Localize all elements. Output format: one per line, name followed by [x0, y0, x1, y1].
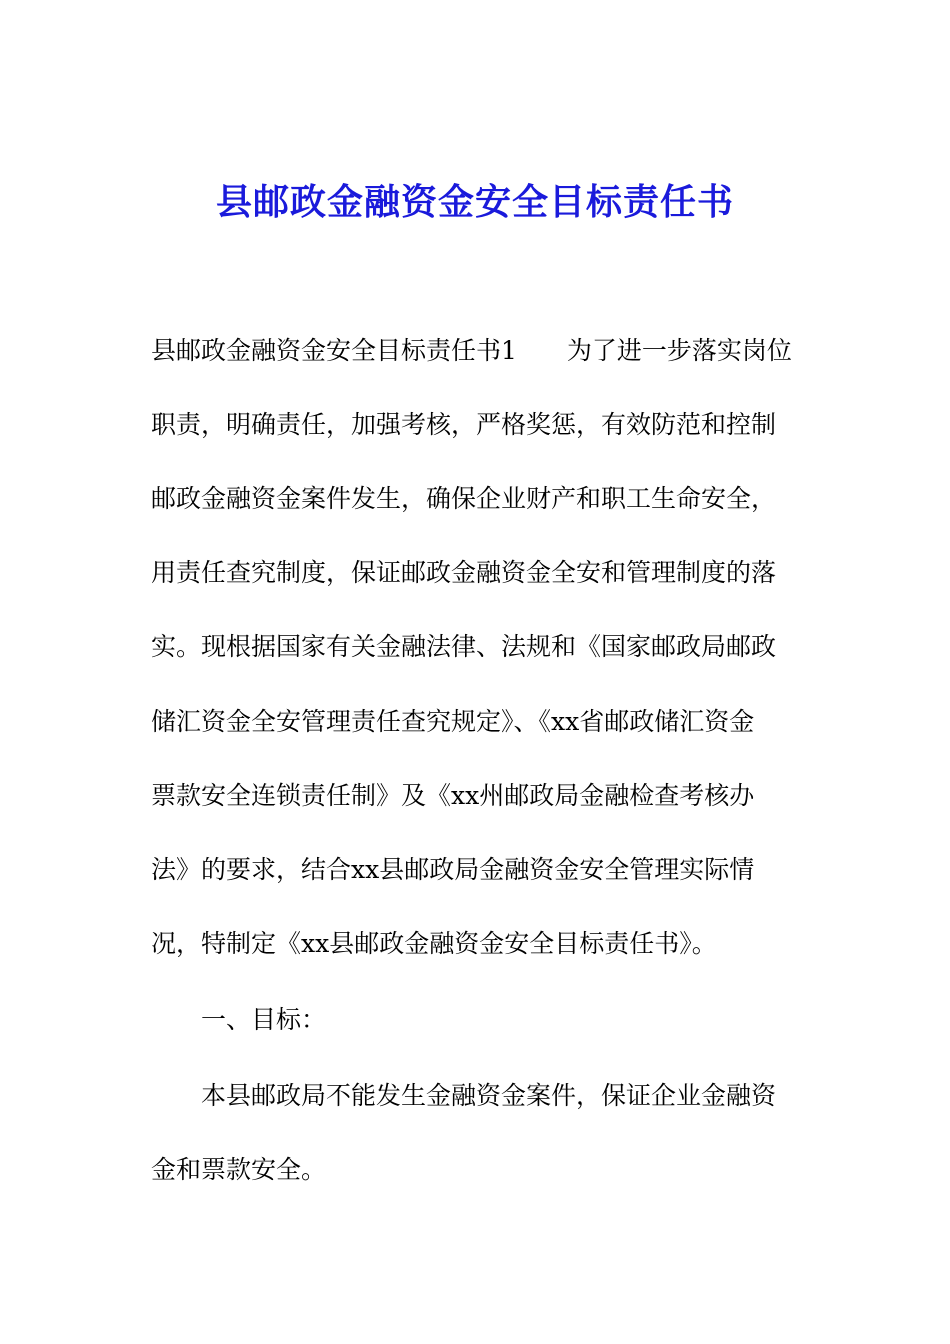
- paragraph-line: 本县邮政局不能发生金融资金案件，保证企业金融资: [201, 1081, 777, 1110]
- paragraph-line: 用责任查究制度，保证邮政金融资金全安和管理制度的落: [151, 558, 777, 587]
- paragraph-line: 实。现根据国家有关金融法律、法规和《国家邮政局邮政: [151, 632, 777, 661]
- paragraph-line: 职责，明确责任，加强考核，严格奖惩，有效防范和控制: [151, 410, 777, 439]
- document-title: 县邮政金融资金安全目标责任书: [215, 181, 734, 223]
- paragraph-line: 票款安全连锁责任制》及《xx州邮政局金融检查考核办: [151, 781, 755, 810]
- paragraph-line: 金和票款安全。: [151, 1155, 327, 1184]
- paragraph-line: 法》的要求，结合xx县邮政局金融资金安全管理实际情: [151, 855, 755, 884]
- section-heading: 一、目标：: [201, 1005, 327, 1034]
- paragraph-line: 县邮政金融资金安全目标责任书1 为了进一步落实岗位: [151, 336, 792, 365]
- paragraph-line: 邮政金融资金案件发生，确保企业财产和职工生命安全，: [151, 484, 777, 513]
- paragraph-line: 储汇资金全安管理责任查究规定》、《xx省邮政储汇资金: [151, 707, 755, 736]
- paragraph-line: 况，特制定《xx县邮政金融资金安全目标责任书》。: [151, 929, 717, 958]
